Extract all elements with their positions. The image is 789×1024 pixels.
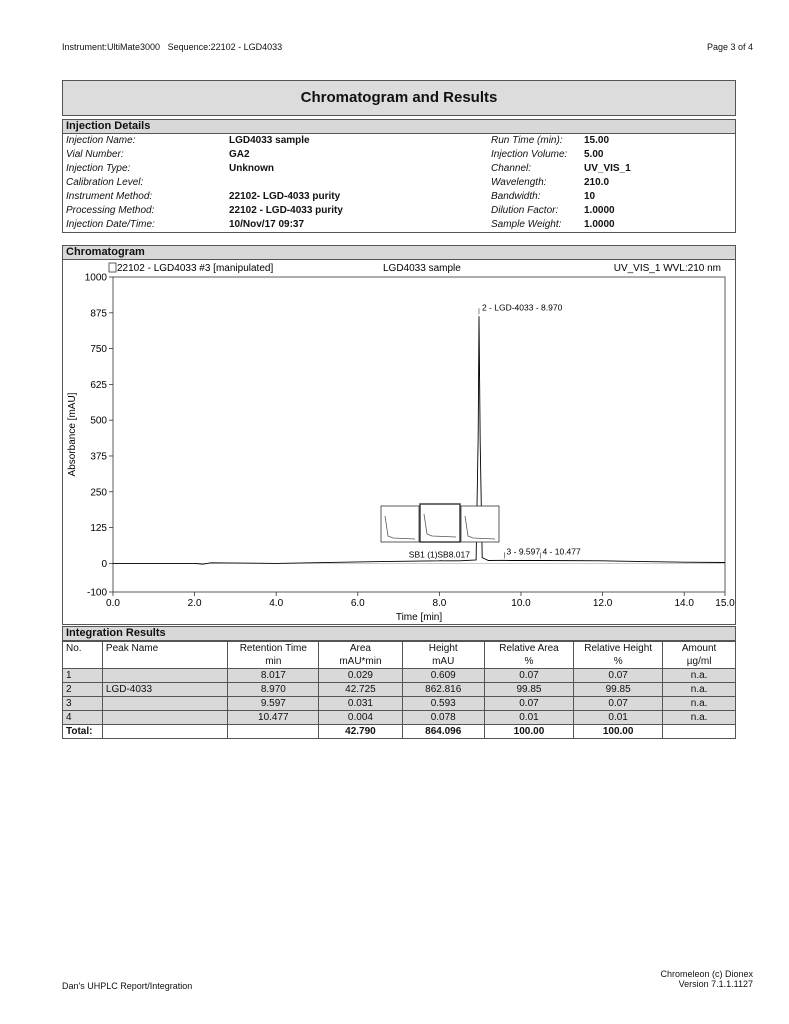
- y-tick-label: 250: [90, 487, 107, 499]
- y-tick-label: 750: [90, 344, 107, 356]
- chromatogram-chart: [63, 259, 737, 625]
- baseline-label: SB8.017: [437, 549, 470, 560]
- table-cell: 4: [63, 711, 103, 725]
- table-cell: 99.85: [574, 683, 663, 697]
- injection-field-value: 22102- LGD-4033 purity: [229, 191, 341, 202]
- x-tick-label: 0.0: [106, 598, 120, 609]
- footer-software: Chromeleon (c) Dionex: [660, 969, 753, 979]
- table-total-cell: 42.790: [319, 725, 402, 739]
- instrument-label: [62, 42, 282, 52]
- injection-field-label: Vial Number:: [66, 149, 124, 160]
- injection-field-value: LGD4033 sample: [229, 135, 310, 146]
- column-header: [484, 642, 573, 669]
- table-cell: 0.07: [484, 697, 573, 711]
- table-cell: 99.85: [484, 683, 573, 697]
- table-cell: n.a.: [663, 697, 736, 711]
- y-tick-label: 375: [90, 451, 107, 463]
- table-cell: n.a.: [663, 711, 736, 725]
- column-header: [63, 642, 103, 669]
- table-cell: 0.01: [574, 711, 663, 725]
- column-header-unit: %: [613, 656, 623, 667]
- injection-field-value: 1.0000: [584, 219, 615, 230]
- x-tick-label: 15.0: [715, 598, 735, 609]
- injection-field-label: Calibration Level:: [66, 177, 144, 188]
- table-header-row: [63, 642, 736, 669]
- injection-field-value: 22102 - LGD-4033 purity: [229, 205, 343, 216]
- table-cell: 8.970: [228, 683, 319, 697]
- injection-field-value: UV_VIS_1: [584, 163, 631, 174]
- page-number: Page 3 of 4: [706, 42, 753, 52]
- table-row: [63, 711, 736, 725]
- injection-field-value: Unknown: [229, 163, 274, 174]
- chart-header-center: LGD4033 sample: [383, 263, 461, 274]
- injection-field-label: Processing Method:: [66, 205, 155, 216]
- column-header: [663, 642, 736, 669]
- table-total-cell: 100.00: [484, 725, 573, 739]
- injection-field-label: Sample Weight:: [491, 219, 562, 230]
- table-cell: 42.725: [319, 683, 402, 697]
- zoom-thumbnail: [461, 506, 499, 542]
- column-header-label: Amount: [681, 643, 717, 654]
- column-header: [402, 642, 484, 669]
- zoom-thumbnail: [381, 506, 419, 542]
- peak-label: 3 - 9.597: [506, 546, 541, 557]
- injection-field-label: Injection Type:: [66, 163, 131, 174]
- injection-field-label: Injection Date/Time:: [66, 219, 155, 230]
- table-cell: n.a.: [663, 683, 736, 697]
- x-tick-label: 2.0: [187, 598, 202, 609]
- column-header-unit: mAU: [432, 656, 455, 667]
- injection-field-label: Channel:: [491, 163, 532, 174]
- plot-frame: [113, 277, 725, 592]
- table-cell: 9.597: [228, 697, 319, 711]
- x-axis-label: Time [min]: [395, 612, 443, 623]
- peak-label: 4 - 10.477: [542, 546, 581, 557]
- table-cell: LGD-4033: [102, 683, 227, 697]
- table-cell: 0.07: [574, 669, 663, 683]
- x-tick-label: 6.0: [350, 598, 365, 609]
- column-header-label: Retention Time: [239, 643, 307, 654]
- table-row: [63, 669, 736, 683]
- table-cell: 3: [63, 697, 103, 711]
- table-cell: 0.029: [319, 669, 402, 683]
- column-header-unit: [66, 655, 99, 668]
- table-cell: [102, 669, 227, 683]
- table-cell: 862.816: [402, 683, 484, 697]
- column-header-label: Relative Height: [584, 643, 653, 654]
- table-cell: 8.017: [228, 669, 319, 683]
- footer-version: [660, 969, 753, 989]
- column-header-label: Relative Area: [499, 643, 559, 654]
- footer-software-version: Version 7.1.1.1127: [678, 979, 753, 989]
- table-cell: 0.07: [484, 669, 573, 683]
- table-total-cell: [663, 725, 736, 739]
- y-tick-label: 1000: [84, 272, 107, 284]
- table-total-cell: [228, 725, 319, 739]
- chromatogram-title: Chromatogram: [62, 245, 736, 260]
- injection-field-label: Instrument Method:: [66, 191, 153, 202]
- table-cell: n.a.: [663, 669, 736, 683]
- injection-field-value: 1.0000: [584, 205, 615, 216]
- table-cell: 10.477: [228, 711, 319, 725]
- table-row: [63, 683, 736, 697]
- table-row: [63, 697, 736, 711]
- y-axis-label: Absorbance [mAU]: [67, 392, 78, 477]
- y-tick-label: 500: [90, 415, 107, 427]
- peak-label: 2 - LGD-4033 - 8.970: [481, 302, 563, 313]
- x-tick-label: 12.0: [592, 598, 613, 609]
- table-total-cell: Total:: [63, 725, 103, 739]
- column-header-unit: µg/ml: [686, 656, 712, 667]
- y-tick-label: 875: [90, 308, 107, 320]
- file-icon: [109, 263, 116, 272]
- table-cell: 0.609: [402, 669, 484, 683]
- column-header: [102, 642, 227, 669]
- table-cell: 0.004: [319, 711, 402, 725]
- x-tick-label: 4.0: [269, 598, 284, 609]
- y-tick-label: -100: [86, 587, 107, 599]
- injection-field-value: 10: [584, 191, 596, 202]
- table-cell: 0.593: [402, 697, 484, 711]
- table-cell: [102, 697, 227, 711]
- injection-field-label: Bandwidth:: [491, 191, 541, 202]
- table-cell: 0.078: [402, 711, 484, 725]
- column-header-unit: [106, 655, 224, 668]
- y-tick-label: 0: [101, 558, 107, 570]
- injection-field-value: 210.0: [584, 177, 610, 188]
- instrument-text: Instrument:UltiMate3000: [62, 42, 161, 52]
- column-header-unit: mAU*min: [339, 656, 382, 667]
- sequence-text: Sequence:22102 - LGD4033: [167, 42, 283, 52]
- table-total-cell: [102, 725, 227, 739]
- column-header-label: No.: [66, 643, 82, 654]
- table-total-row: [63, 725, 736, 739]
- table-cell: 0.031: [319, 697, 402, 711]
- table-cell: 0.07: [574, 697, 663, 711]
- table-cell: 0.01: [484, 711, 573, 725]
- injection-field-label: Injection Name:: [66, 135, 136, 146]
- table-total-cell: 864.096: [402, 725, 484, 739]
- chart-header-left: 22102 - LGD4033 #3 [manipulated]: [117, 263, 274, 274]
- column-header-label: Height: [428, 643, 458, 654]
- chart-header-right: UV_VIS_1 WVL:210 nm: [613, 263, 721, 274]
- column-header-unit: %: [524, 656, 534, 667]
- footer-report-name: Dan's UHPLC Report/Integration: [62, 981, 193, 991]
- injection-field-label: Wavelength:: [491, 177, 547, 188]
- injection-field-value: 15.00: [584, 135, 610, 146]
- injection-field-value: 5.00: [584, 149, 604, 160]
- injection-field-value: GA2: [229, 149, 250, 160]
- page-title: Chromatogram and Results: [62, 80, 736, 116]
- y-tick-label: 625: [90, 379, 107, 391]
- baseline-label: SB1 (1): [408, 549, 438, 560]
- injection-details-box: [62, 133, 736, 233]
- table-cell: 1: [63, 669, 103, 683]
- table-cell: [102, 711, 227, 725]
- injection-field-label: Dilution Factor:: [491, 205, 559, 216]
- column-header: [228, 642, 319, 669]
- column-header: [574, 642, 663, 669]
- x-tick-label: 8.0: [432, 598, 447, 609]
- injection-field-value: 10/Nov/17 09:37: [229, 219, 305, 230]
- chromatogram-panel: [62, 259, 736, 625]
- y-tick-label: 125: [90, 523, 107, 535]
- x-tick-label: 10.0: [511, 598, 531, 609]
- injection-field-label: Injection Volume:: [491, 149, 568, 160]
- integration-results-title: Integration Results: [62, 626, 736, 641]
- x-tick-label: 14.0: [674, 598, 694, 609]
- injection-details-title: Injection Details: [62, 119, 736, 134]
- integration-table: [62, 641, 736, 739]
- column-header: [319, 642, 402, 669]
- table-cell: 2: [63, 683, 103, 697]
- injection-field-label: Run Time (min):: [491, 135, 563, 146]
- table-total-cell: 100.00: [574, 725, 663, 739]
- column-header-label: Peak Name: [105, 643, 159, 654]
- column-header-label: Area: [349, 643, 371, 654]
- column-header-unit: min: [265, 656, 282, 667]
